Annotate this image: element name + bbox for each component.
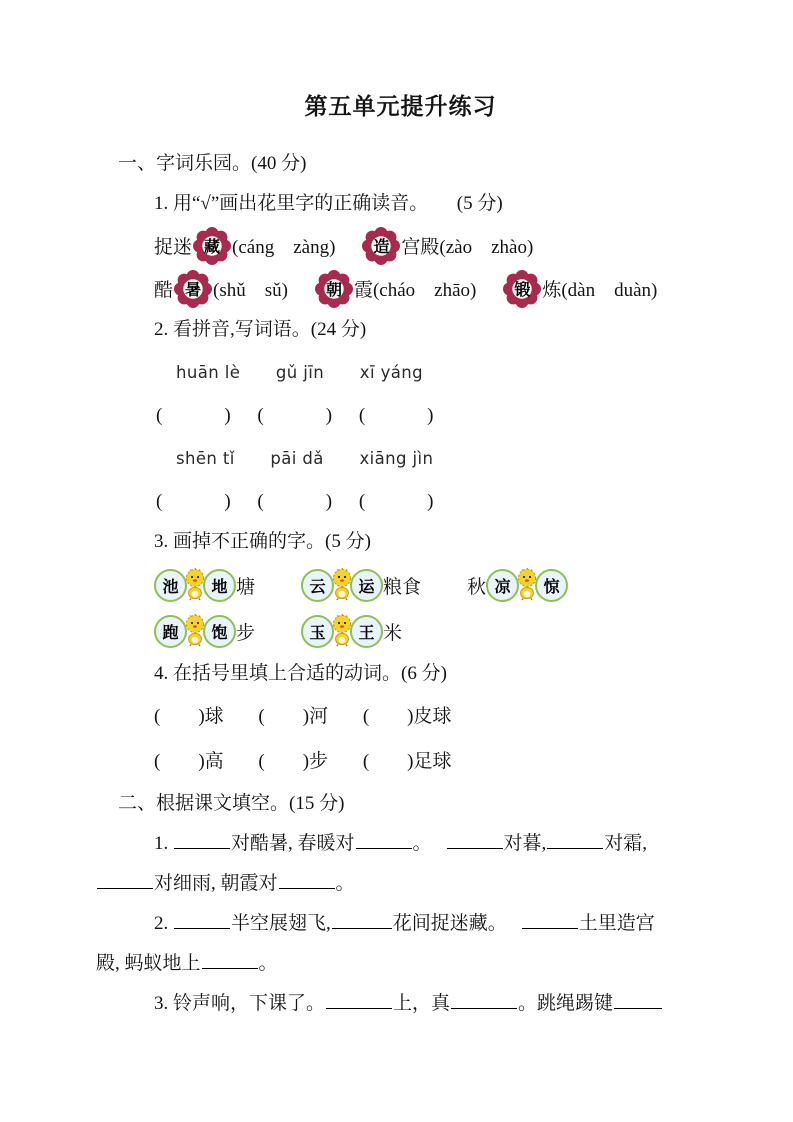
q1-item-2 — [361, 227, 533, 265]
s2-q1-line-2: 对细雨, 朝霞对 。 — [96, 864, 705, 904]
q1-item-4-options: 霞(cháo zhāo) — [353, 280, 477, 301]
q-number: 3. — [154, 993, 169, 1014]
verb-blank-item: ( )球 — [154, 706, 224, 727]
q3-pair-5 — [301, 613, 402, 649]
verb-object: 河 — [309, 706, 329, 727]
fill-blank — [326, 989, 392, 1009]
verb-object: 高 — [204, 751, 224, 772]
q1-flower-row-1 — [154, 224, 705, 267]
q1-item-2-options: 宫殿(zào zhào) — [401, 237, 534, 258]
q1-flower-row-2 — [154, 267, 705, 310]
q4-label: 4. 在括号里填上合适的动词。(6 分) — [154, 663, 447, 684]
choice-circle: 池 — [154, 569, 187, 602]
q2-label: 2. 看拼音,写词语。(24 分) — [154, 319, 367, 340]
pinyin-word: shēn tǐ — [176, 449, 235, 468]
flower-icon — [362, 227, 400, 265]
q3-pair-2-suffix: 粮食 — [383, 576, 422, 598]
q4-row-2 — [154, 739, 705, 784]
choice-circle: 云 — [301, 569, 334, 602]
q1-item-3 — [154, 270, 288, 308]
fill-blank — [332, 909, 392, 929]
choice-circle: 玉 — [301, 615, 334, 648]
q3-pair-4-suffix: 步 — [236, 622, 256, 644]
flower-icon — [503, 270, 541, 308]
fill-blank — [451, 989, 517, 1009]
answer-parens: ( ) — [358, 405, 434, 426]
chick-mascot-icon — [182, 567, 208, 603]
chick-mascot-icon — [329, 613, 355, 649]
q1-label: 1. 用“√”画出花里字的正确读音。 (5 分) — [154, 193, 503, 214]
q2-pinyin-row-1 — [176, 350, 705, 396]
fill-blank — [202, 949, 258, 969]
q3-pair-5-suffix: 米 — [383, 622, 403, 644]
q2-paren-row-2 — [156, 482, 705, 522]
q3-pair-1 — [154, 567, 255, 603]
q3-pair-1-suffix: 塘 — [236, 576, 256, 598]
pinyin-word: xī yáng — [359, 363, 423, 382]
verb-object: 球 — [204, 706, 224, 727]
chick-mascot-icon — [182, 613, 208, 649]
s2-q2-line-1: 2. 半空展翅飞, 花间捉迷藏。 土里造宫 — [154, 904, 705, 944]
answer-parens: ( ) — [257, 405, 333, 426]
fill-blank — [547, 829, 603, 849]
q3-circle-row-2 — [154, 608, 705, 654]
q1-item-4 — [314, 270, 476, 308]
q1-item-1-options: (cáng zàng) — [232, 237, 336, 258]
q3-circle-row-1 — [154, 562, 705, 608]
verb-blank-item: ( )河 — [258, 706, 329, 727]
verb-blank-item: ( )步 — [258, 751, 329, 772]
flower-character: 暑 — [185, 282, 202, 299]
fill-blank — [614, 989, 662, 1009]
flower-character: 朝 — [325, 282, 342, 299]
fill-blank — [356, 829, 412, 849]
answer-parens: ( ) — [257, 491, 333, 512]
q1-item-3-prefix: 酷 — [154, 280, 174, 301]
choice-circle: 跑 — [154, 615, 187, 648]
chick-mascot-icon — [514, 567, 540, 603]
choice-circle: 王 — [350, 615, 383, 648]
q-number: 1. — [154, 833, 169, 854]
choice-circle: 地 — [203, 569, 236, 602]
verb-blank-item: ( )高 — [154, 751, 224, 772]
flower-icon — [315, 270, 353, 308]
verb-blank-item: ( )足球 — [362, 751, 452, 772]
fill-blank — [279, 869, 335, 889]
s2-q2-line-2: 殿, 蚂蚁地上 。 — [96, 944, 705, 984]
fill-blank — [447, 829, 503, 849]
s2-q3-line-1: 3. 铃声响，下课了。 上，真 。跳绳踢键 — [154, 984, 705, 1024]
q3-pair-2 — [301, 567, 421, 603]
answer-parens: ( ) — [156, 405, 231, 426]
q1-item-1 — [154, 227, 335, 265]
q1-item-5-options: 炼(dàn duàn) — [542, 280, 658, 301]
choice-circle: 凉 — [486, 569, 519, 602]
flower-character: 造 — [373, 239, 390, 256]
fill-blank — [97, 869, 153, 889]
flower-character: 藏 — [204, 239, 221, 256]
q-number: 2. — [154, 913, 169, 934]
fill-blank — [174, 909, 230, 929]
q3-pair-3 — [467, 567, 568, 603]
chick-mascot-icon — [329, 567, 355, 603]
s2-q1-line-1: 1. 对酷暑, 春暖对 。 对暮, 对霜, — [154, 824, 705, 864]
fill-blank — [174, 829, 230, 849]
flower-icon — [193, 227, 231, 265]
fill-blank — [522, 909, 578, 929]
flower-icon — [174, 270, 212, 308]
q2-pinyin-row-2 — [176, 436, 705, 482]
q3-pair-4 — [154, 613, 255, 649]
answer-parens: ( ) — [156, 491, 231, 512]
choice-circle: 运 — [350, 569, 383, 602]
pinyin-word: gǔ jīn — [275, 363, 325, 382]
verb-object: 皮球 — [413, 706, 452, 727]
verb-object: 足球 — [413, 751, 452, 772]
section1-heading: 一、字词乐园。(40 分) — [118, 153, 307, 174]
q3-pair-3-prefix: 秋 — [467, 576, 487, 598]
pinyin-word: huān lè — [176, 363, 241, 382]
q1-item-1-prefix: 捉迷 — [154, 237, 193, 258]
section2-heading: 二、根据课文填空。(15 分) — [118, 793, 345, 814]
q1-item-3-options: (shǔ sǔ) — [213, 280, 288, 301]
q1-item-5 — [502, 270, 657, 308]
page-title: 第五单元提升练习 — [304, 94, 497, 119]
verb-blank-item: ( )皮球 — [362, 706, 452, 727]
pinyin-word: pāi dǎ — [270, 449, 324, 468]
choice-circle: 惊 — [535, 569, 568, 602]
q4-row-1 — [154, 694, 705, 739]
verb-object: 步 — [309, 751, 329, 772]
q2-paren-row-1 — [156, 396, 705, 436]
answer-parens: ( ) — [358, 491, 434, 512]
q3-label: 3. 画掉不正确的字。(5 分) — [154, 531, 371, 552]
pinyin-word: xiāng jìn — [359, 449, 434, 468]
flower-character: 锻 — [514, 282, 531, 299]
choice-circle: 饱 — [203, 615, 236, 648]
